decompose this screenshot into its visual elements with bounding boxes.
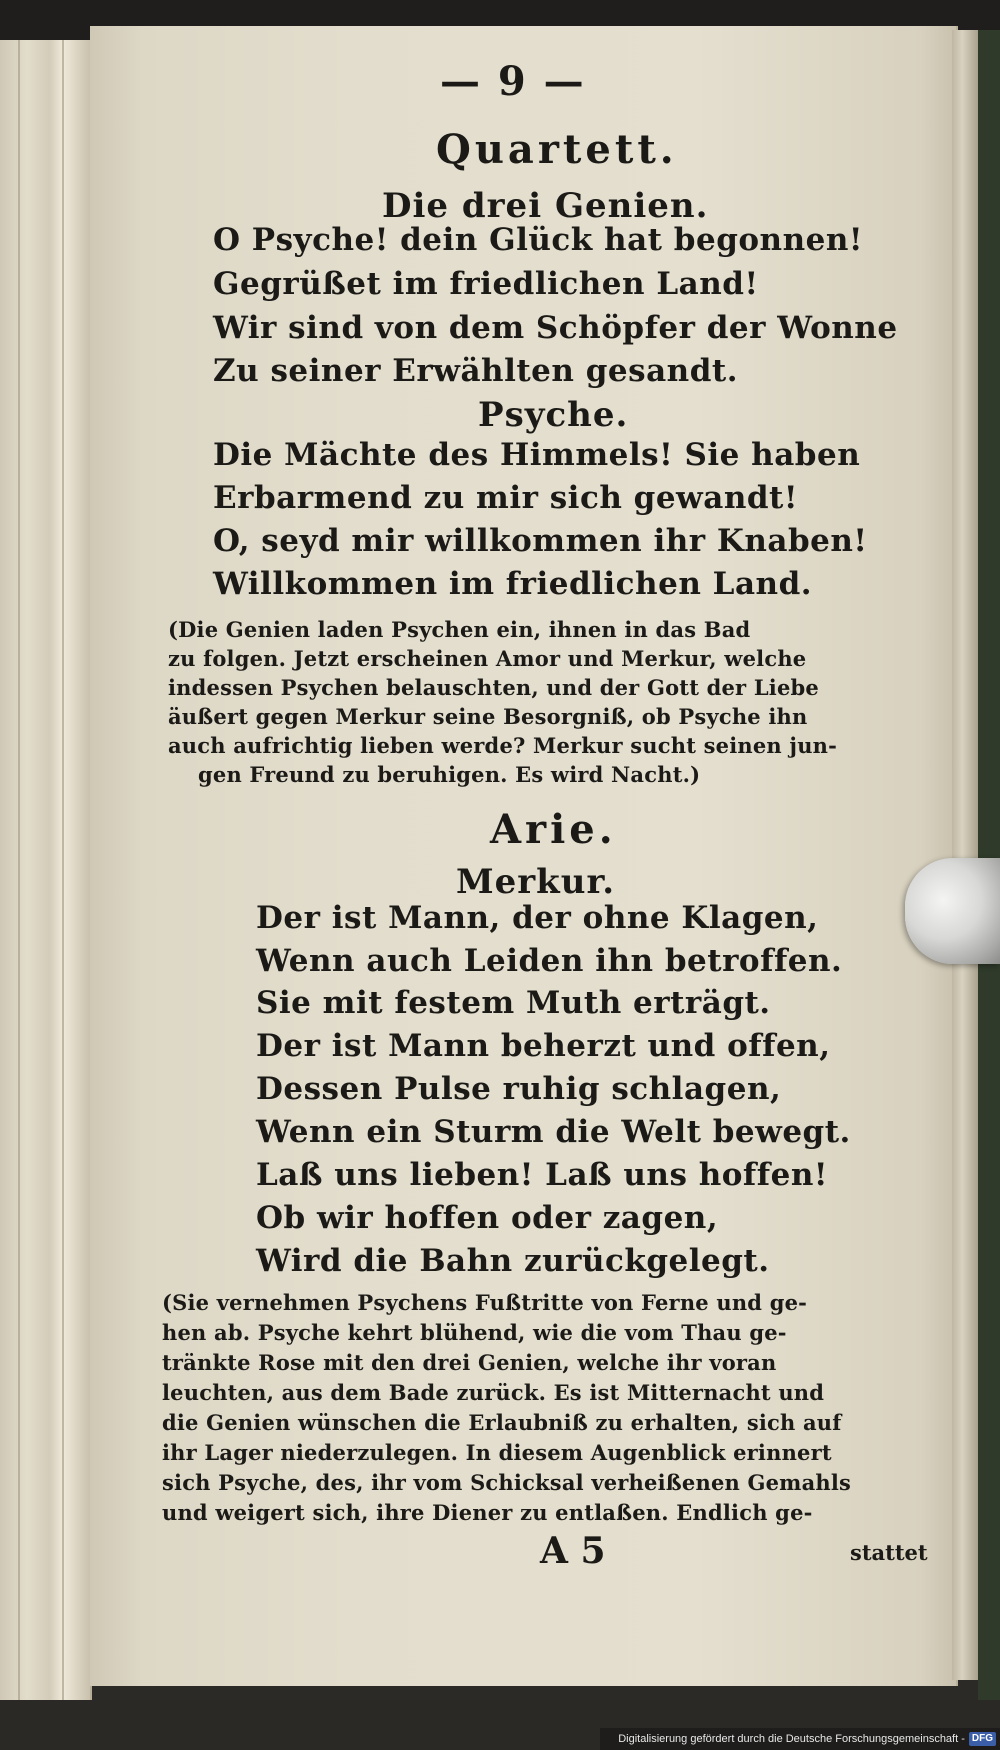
stage-direction-line: indessen Psychen belauschten, und der Gott der Liebe (168, 675, 819, 700)
verse-line: Wird die Bahn zurückgelegt. (256, 1243, 770, 1279)
speaker-genien: Die drei Genien. (382, 186, 709, 226)
verse-line: Wenn auch Leiden ihn betroffen. (256, 943, 843, 979)
book-binding-edge (0, 40, 92, 1720)
stage-direction-line: leuchten, aus dem Bade zurück. Es ist Mitternacht und (162, 1380, 825, 1405)
speaker-psyche: Psyche. (478, 395, 629, 435)
verse-line: Sie mit festem Muth erträgt. (256, 985, 771, 1021)
stage-direction-line: sich Psyche, des, ihr vom Schicksal verheißenen Gemahls (162, 1470, 852, 1495)
binding-crease (18, 40, 20, 1720)
stage-direction-line: auch aufrichtig lieben werde? Merkur sucht seinen jun- (168, 733, 838, 758)
stage-direction-line: zu folgen. Jetzt erscheinen Amor und Merkur, welche (168, 646, 807, 671)
stage-direction-line: (Die Genien laden Psychen ein, ihnen in das Bad (168, 617, 751, 642)
verse-line: O, seyd mir willkommen ihr Knaben! (213, 523, 868, 559)
signature-mark: A 5 (540, 1530, 606, 1572)
catchword: stattet (850, 1540, 928, 1565)
verse-line: Der ist Mann, der ohne Klagen, (256, 900, 819, 936)
stage-direction-line: und weigert sich, ihre Diener zu entlaßen. Endlich ge- (162, 1500, 813, 1525)
page-number: — 9 — (440, 58, 586, 105)
verse-line: Wir sind von dem Schöpfer der Wonne (213, 310, 898, 346)
stage-direction-line: tränkte Rose mit den drei Genien, welche ihr voran (162, 1350, 777, 1375)
dfg-logo: DFG (969, 1732, 996, 1746)
verse-line: Ob wir hoffen oder zagen, (256, 1200, 719, 1236)
heading-quartett: Quartett. (436, 126, 678, 173)
page-clip-holder (905, 858, 1000, 964)
stage-direction-line: hen ab. Psyche kehrt blühend, wie die vom Thau ge- (162, 1320, 787, 1345)
verse-line: Wenn ein Sturm die Welt bewegt. (256, 1114, 851, 1150)
page-stack-edge (952, 30, 978, 1680)
verse-line: Die Mächte des Himmels! Sie haben (213, 437, 861, 473)
speaker-merkur: Merkur. (456, 862, 616, 902)
stage-direction-line: gen Freund zu beruhigen. Es wird Nacht.) (198, 762, 701, 787)
verse-line: Laß uns lieben! Laß uns hoffen! (256, 1157, 828, 1193)
verse-line: Gegrüßet im friedlichen Land! (213, 266, 759, 302)
digitization-credit (600, 1728, 1000, 1750)
verse-line: Willkommen im friedlichen Land. (213, 566, 813, 602)
verse-line: Erbarmend zu mir sich gewandt! (213, 480, 798, 516)
credit-text: Digitalisierung gefördert durch die Deutsche Forschungsgemeinschaft - (618, 1733, 965, 1745)
stage-direction-line: ihr Lager niederzulegen. In diesem Augenblick erinnert (162, 1440, 832, 1465)
verse-line: O Psyche! dein Glück hat begonnen! (213, 222, 863, 258)
stage-direction-line: äußert gegen Merkur seine Besorgniß, ob Psyche ihn (168, 704, 808, 729)
verse-line: Der ist Mann beherzt und offen, (256, 1028, 831, 1064)
stage-direction-line: die Genien wünschen die Erlaubniß zu erhalten, sich auf (162, 1410, 842, 1435)
binding-crease (62, 40, 64, 1720)
stage-direction-line: (Sie vernehmen Psychens Fußtritte von Ferne und ge- (162, 1290, 808, 1315)
verse-line: Dessen Pulse ruhig schlagen, (256, 1071, 782, 1107)
verse-line: Zu seiner Erwählten gesandt. (213, 353, 738, 389)
heading-arie: Arie. (490, 806, 617, 853)
